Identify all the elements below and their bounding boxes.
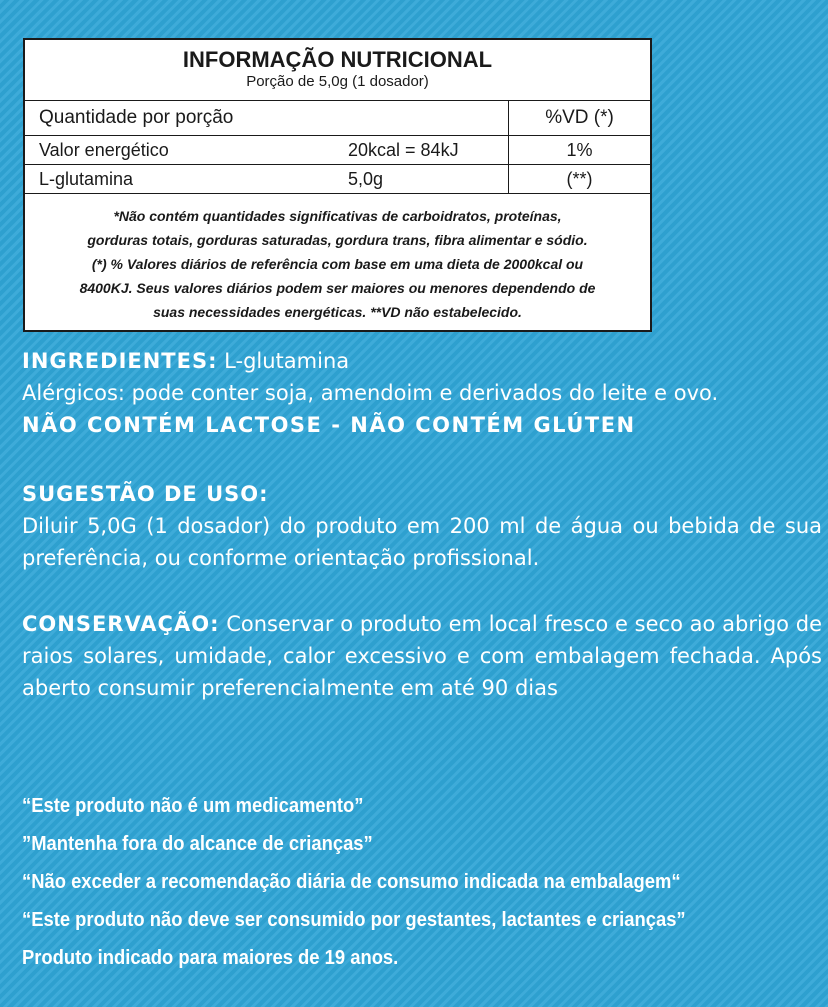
table-row xyxy=(25,165,650,194)
nutrient-vd: 1% xyxy=(509,136,651,165)
warning-line: “Este produto não deve ser consumido por gestantes, lactantes e crianças” xyxy=(22,909,686,931)
footnote-line: suas necessidades energéticas. **VD não estabelecido. xyxy=(153,304,522,320)
warnings-list xyxy=(22,787,743,977)
footnote-line: 8400KJ. Seus valores diários podem ser maiores ou menores dependendo de xyxy=(79,280,596,296)
nutrient-vd: (**) xyxy=(509,165,651,194)
nutrient-name: L-glutamina xyxy=(25,165,334,194)
table-header-row xyxy=(25,101,650,136)
ingredients-value: L-glutamina xyxy=(217,349,350,373)
ingredients-section xyxy=(22,345,822,441)
warning-line: ”Mantenha fora do alcance de crianças” xyxy=(22,833,373,855)
nutrition-portion: Porção de 5,0g (1 dosador) xyxy=(246,73,429,90)
warning-line: Produto indicado para maiores de 19 anos. xyxy=(22,947,399,969)
conservation-section xyxy=(22,608,822,704)
nutrient-name: Valor energético xyxy=(25,136,334,165)
footnote-line: (*) % Valores diários de referência com base em uma dieta de 2000kcal ou xyxy=(91,256,584,272)
table-row xyxy=(25,136,650,165)
allergens-text: Alérgicos: pode conter soja, amendoim e derivados do leite e ovo. xyxy=(22,381,719,405)
vd-header: %VD (*) xyxy=(509,101,651,136)
nutrition-title: INFORMAÇÃO NUTRICIONAL xyxy=(182,47,493,72)
nutrient-amount: 20kcal = 84kJ xyxy=(334,136,509,165)
lactose-gluten-notice: NÃO CONTÉM LACTOSE - NÃO CONTÉM GLÚTEN xyxy=(22,413,636,437)
usage-section xyxy=(22,478,822,574)
conservation-text: Conservar o produto em local fresco e seco ao abrigo de raios solares, umidade, calor excessivo e com embalagem fechada. Após aberto consumir preferencialmente em até 90 dias xyxy=(22,612,822,700)
nutrition-footnote xyxy=(25,204,650,324)
nutrition-grid xyxy=(25,100,650,194)
warning-line: “Não exceder a recomendação diária de consumo indicada na embalagem“ xyxy=(22,871,681,893)
conservation-label: CONSERVAÇÃO: xyxy=(22,612,220,636)
usage-text: Diluir 5,0G (1 dosador) do produto em 200 ml de água ou bebida de sua preferência, ou conforme orientação profissional. xyxy=(22,514,822,570)
footnote-line: gorduras totais, gorduras saturadas, gordura trans, fibra alimentar e sódio. xyxy=(87,232,588,248)
nutrient-amount: 5,0g xyxy=(334,165,509,194)
nutrition-facts-table xyxy=(23,38,652,332)
usage-label: SUGESTÃO DE USO: xyxy=(22,482,269,506)
footnote-line: *Não contém quantidades significativas de carboidratos, proteínas, xyxy=(113,208,562,224)
warning-line: “Este produto não é um medicamento” xyxy=(22,795,364,817)
quantity-header: Quantidade por porção xyxy=(25,101,509,136)
ingredients-label: INGREDIENTES: xyxy=(22,349,218,373)
ingredients-line xyxy=(22,345,822,377)
